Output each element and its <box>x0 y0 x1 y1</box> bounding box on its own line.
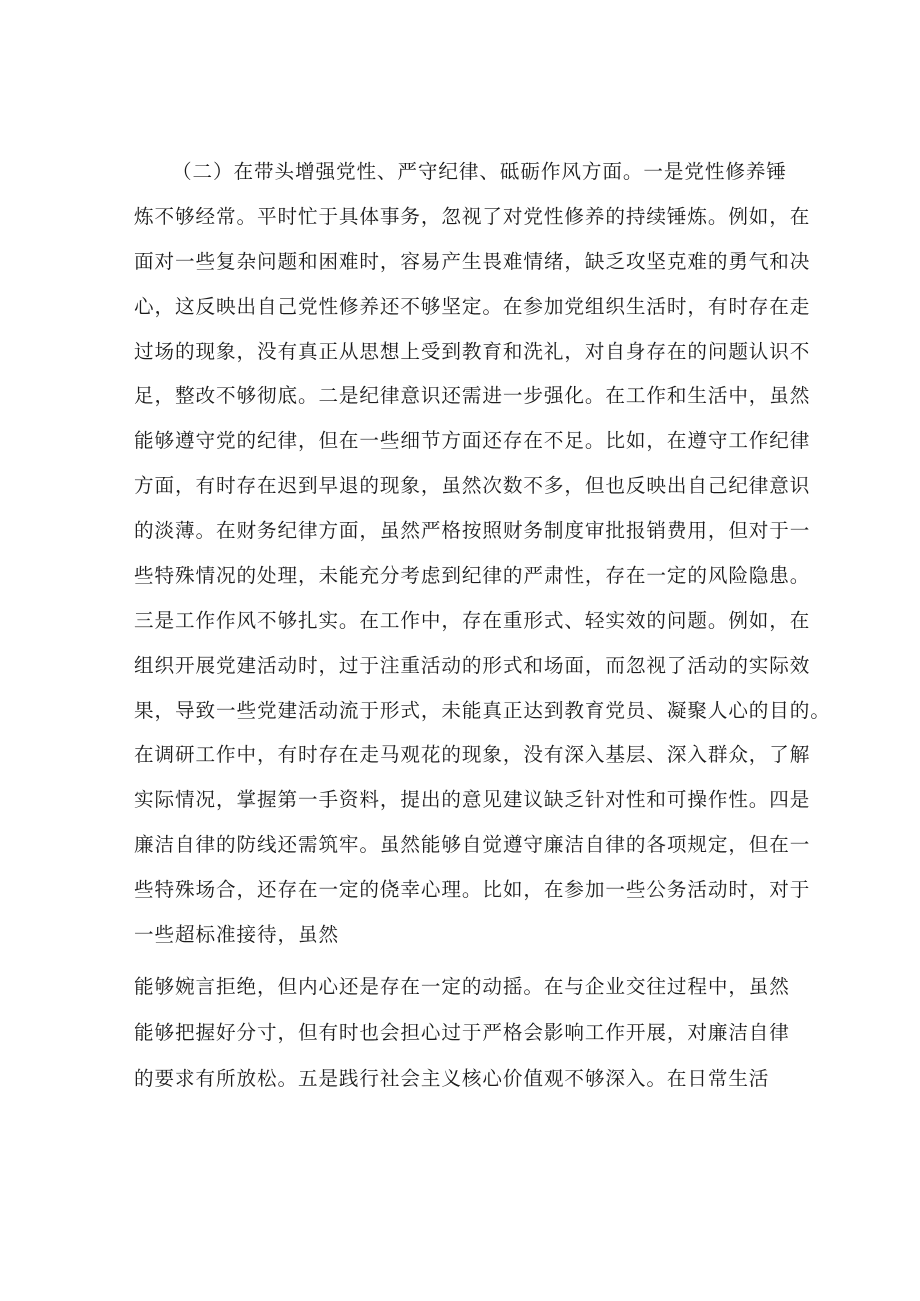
paragraph-line-14: 在调研工作中，有时存在走马观花的现象，没有深入基层、深入群众，了解 <box>134 743 811 766</box>
paragraph-line-2: 炼不够经常。平时忙于具体事务，忽视了对党性修养的持续锤炼。例如，在 <box>134 205 811 228</box>
paragraph-line-10: 些特殊情况的处理，未能充分考虑到纪律的严肃性，存在一定的风险隐患。 <box>134 564 811 587</box>
paragraph-line-13: 果，导致一些党建活动流于形式，未能真正达到教育党员、凝聚人心的目的。 <box>134 699 831 722</box>
paragraph-line-18: 一些超标准接待，虽然 <box>134 923 339 946</box>
paragraph-line-4: 心，这反映出自己党性修养还不够坚定。在参加党组织生活时，有时存在走 <box>134 295 811 318</box>
paragraph-line-1: （二）在带头增强党性、严守纪律、砥砺作风方面。一是党性修养锤 <box>172 160 787 183</box>
paragraph-line-9: 的淡薄。在财务纪律方面，虽然严格按照财务制度审批报销费用，但对于一 <box>134 519 811 542</box>
paragraph-line-6: 足，整改不够彻底。二是纪律意识还需进一步强化。在工作和生活中，虽然 <box>134 384 811 407</box>
paragraph-line-21: 的要求有所放松。五是践行社会主义核心价值观不够深入。在日常生活 <box>134 1067 770 1090</box>
paragraph-line-20: 能够把握好分寸，但有时也会担心过于严格会影响工作开展，对廉洁自律 <box>134 1021 790 1044</box>
paragraph-line-12: 组织开展党建活动时，过于注重活动的形式和场面，而忽视了活动的实际效 <box>134 654 811 677</box>
paragraph-line-11: 三是工作作风不够扎实。在工作中，存在重形式、轻实效的问题。例如，在 <box>134 609 811 632</box>
paragraph-line-15: 实际情况，掌握第一手资料，提出的意见建议缺乏针对性和可操作性。四是 <box>134 788 811 811</box>
paragraph-line-5: 过场的现象，没有真正从思想上受到教育和洗礼，对自身存在的问题认识不 <box>134 340 811 363</box>
paragraph-line-17: 些特殊场合，还存在一定的侥幸心理。比如，在参加一些公务活动时，对于 <box>134 878 811 901</box>
paragraph-line-8: 方面，有时存在迟到早退的现象，虽然次数不多，但也反映出自己纪律意识 <box>134 474 811 497</box>
paragraph-line-3: 面对一些复杂问题和困难时，容易产生畏难情绪，缺乏攻坚克难的勇气和决 <box>134 250 811 273</box>
paragraph-line-7: 能够遵守党的纪律，但在一些细节方面还存在不足。比如，在遵守工作纪律 <box>134 429 811 452</box>
paragraph-line-16: 廉洁自律的防线还需筑牢。虽然能够自觉遵守廉洁自律的各项规定，但在一 <box>134 833 811 856</box>
paragraph-line-19: 能够婉言拒绝，但内心还是存在一定的动摇。在与企业交往过程中，虽然 <box>134 975 790 998</box>
